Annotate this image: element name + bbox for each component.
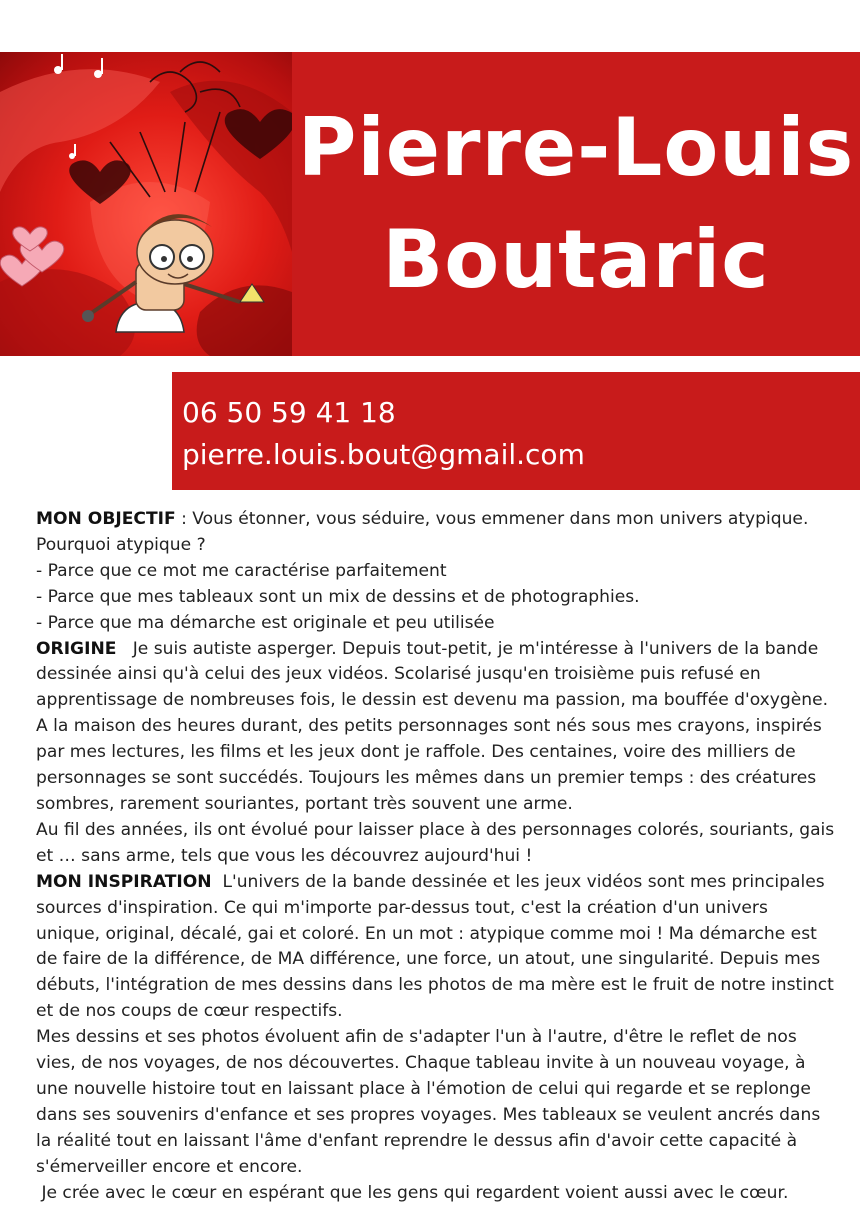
origin-text: Je suis autiste asperger. Depuis tout-petit, je m'intéresse à l'univers de la bande dessinée ainsi qu'à celui des jeux vidéos. Scolarisé jusqu'en troisième puis refusé en apprentissage de nombreuses fois, le dessin est devenu ma passion, ma bouffée d'oxygène. A la maison des heures durant, des petits personnages sont nés sous mes crayons, inspirés par mes lectures, les films et les jeux dont je raffole. Des centaines, voire des milliers de personnages se sont succédés. Toujours les mêmes dans un premier temps : des créatures sombres, rarement souriantes, portant très souvent une arme. [36,638,829,814]
inspiration-paragraph-2: Mes dessins et ses photos évoluent afin de s'adapter l'un à l'autre, d'être le reflet de nos vies, de nos voyages, de nos découvertes. Chaque tableau invite à un nouveau voyage, à une nouvelle histoire tout en laissant place à l'émotion de celui qui regarde et se replonge dans ses souvenirs d'enfance et ses propres voyages. Mes tableaux se veulent ancrés dans la réalité tout en laissant l'âme d'enfant reprendre le dessus afin d'avoir cette capacité à s'émerveiller encore et encore. [36,1027,821,1177]
hero-artwork-image [0,52,292,356]
inspiration-paragraph [36,870,836,1025]
cartoon-artwork-icon [0,52,292,356]
objective-reason: - Parce que ce mot me caractérise parfaitement [36,560,447,581]
closing-paragraph [36,1181,836,1207]
origin-label: ORIGINE [36,638,117,659]
inspiration-label: MON INSPIRATION [36,871,212,892]
origin-paragraph-2: Au fil des années, ils ont évolué pour laisser place à des personnages colorés, souriants, gais et … sans arme, tels que vous les découvrez aujourd'hui ! [36,819,835,866]
first-name: Pierre-Louis [297,101,855,194]
origin-paragraph [36,637,836,818]
body-text [36,507,836,1206]
objective-reason: - Parce que mes tableaux sont un mix de dessins et de photographies. [36,586,640,607]
inspiration-text: L'univers de la bande dessinée et les jeux vidéos sont mes principales sources d'inspiration. Ce qui m'importe par-dessus tout, c'est la création d'un univers unique, original, décalé, gai et coloré. En un mot : atypique comme moi ! Ma démarche est de faire de la différence, de MA différence, une force, un atout, une singularité. Depuis mes débuts, l'intégration de mes dessins dans les photos de ma mère est le fruit de notre instinct et de nos coups de cœur respectifs. [36,871,834,1022]
objective-reason: - Parce que ma démarche est originale et peu utilisée [36,612,495,633]
contact-banner [172,372,860,490]
email-address: pierre.louis.bout@gmail.com [182,438,585,471]
objective-question: Pourquoi atypique ? [36,534,206,555]
phone-number: 06 50 59 41 18 [182,396,396,429]
objective-text: : Vous étonner, vous séduire, vous emmener dans mon univers atypique. [175,509,809,529]
last-name: Boutaric [382,213,770,306]
objective-label: MON OBJECTIF [36,509,176,529]
objective-paragraph [36,507,836,533]
closing-text: Je crée avec le cœur en espérant que les gens qui regardent voient aussi avec le cœur. [41,1182,789,1203]
name-banner [292,52,860,356]
